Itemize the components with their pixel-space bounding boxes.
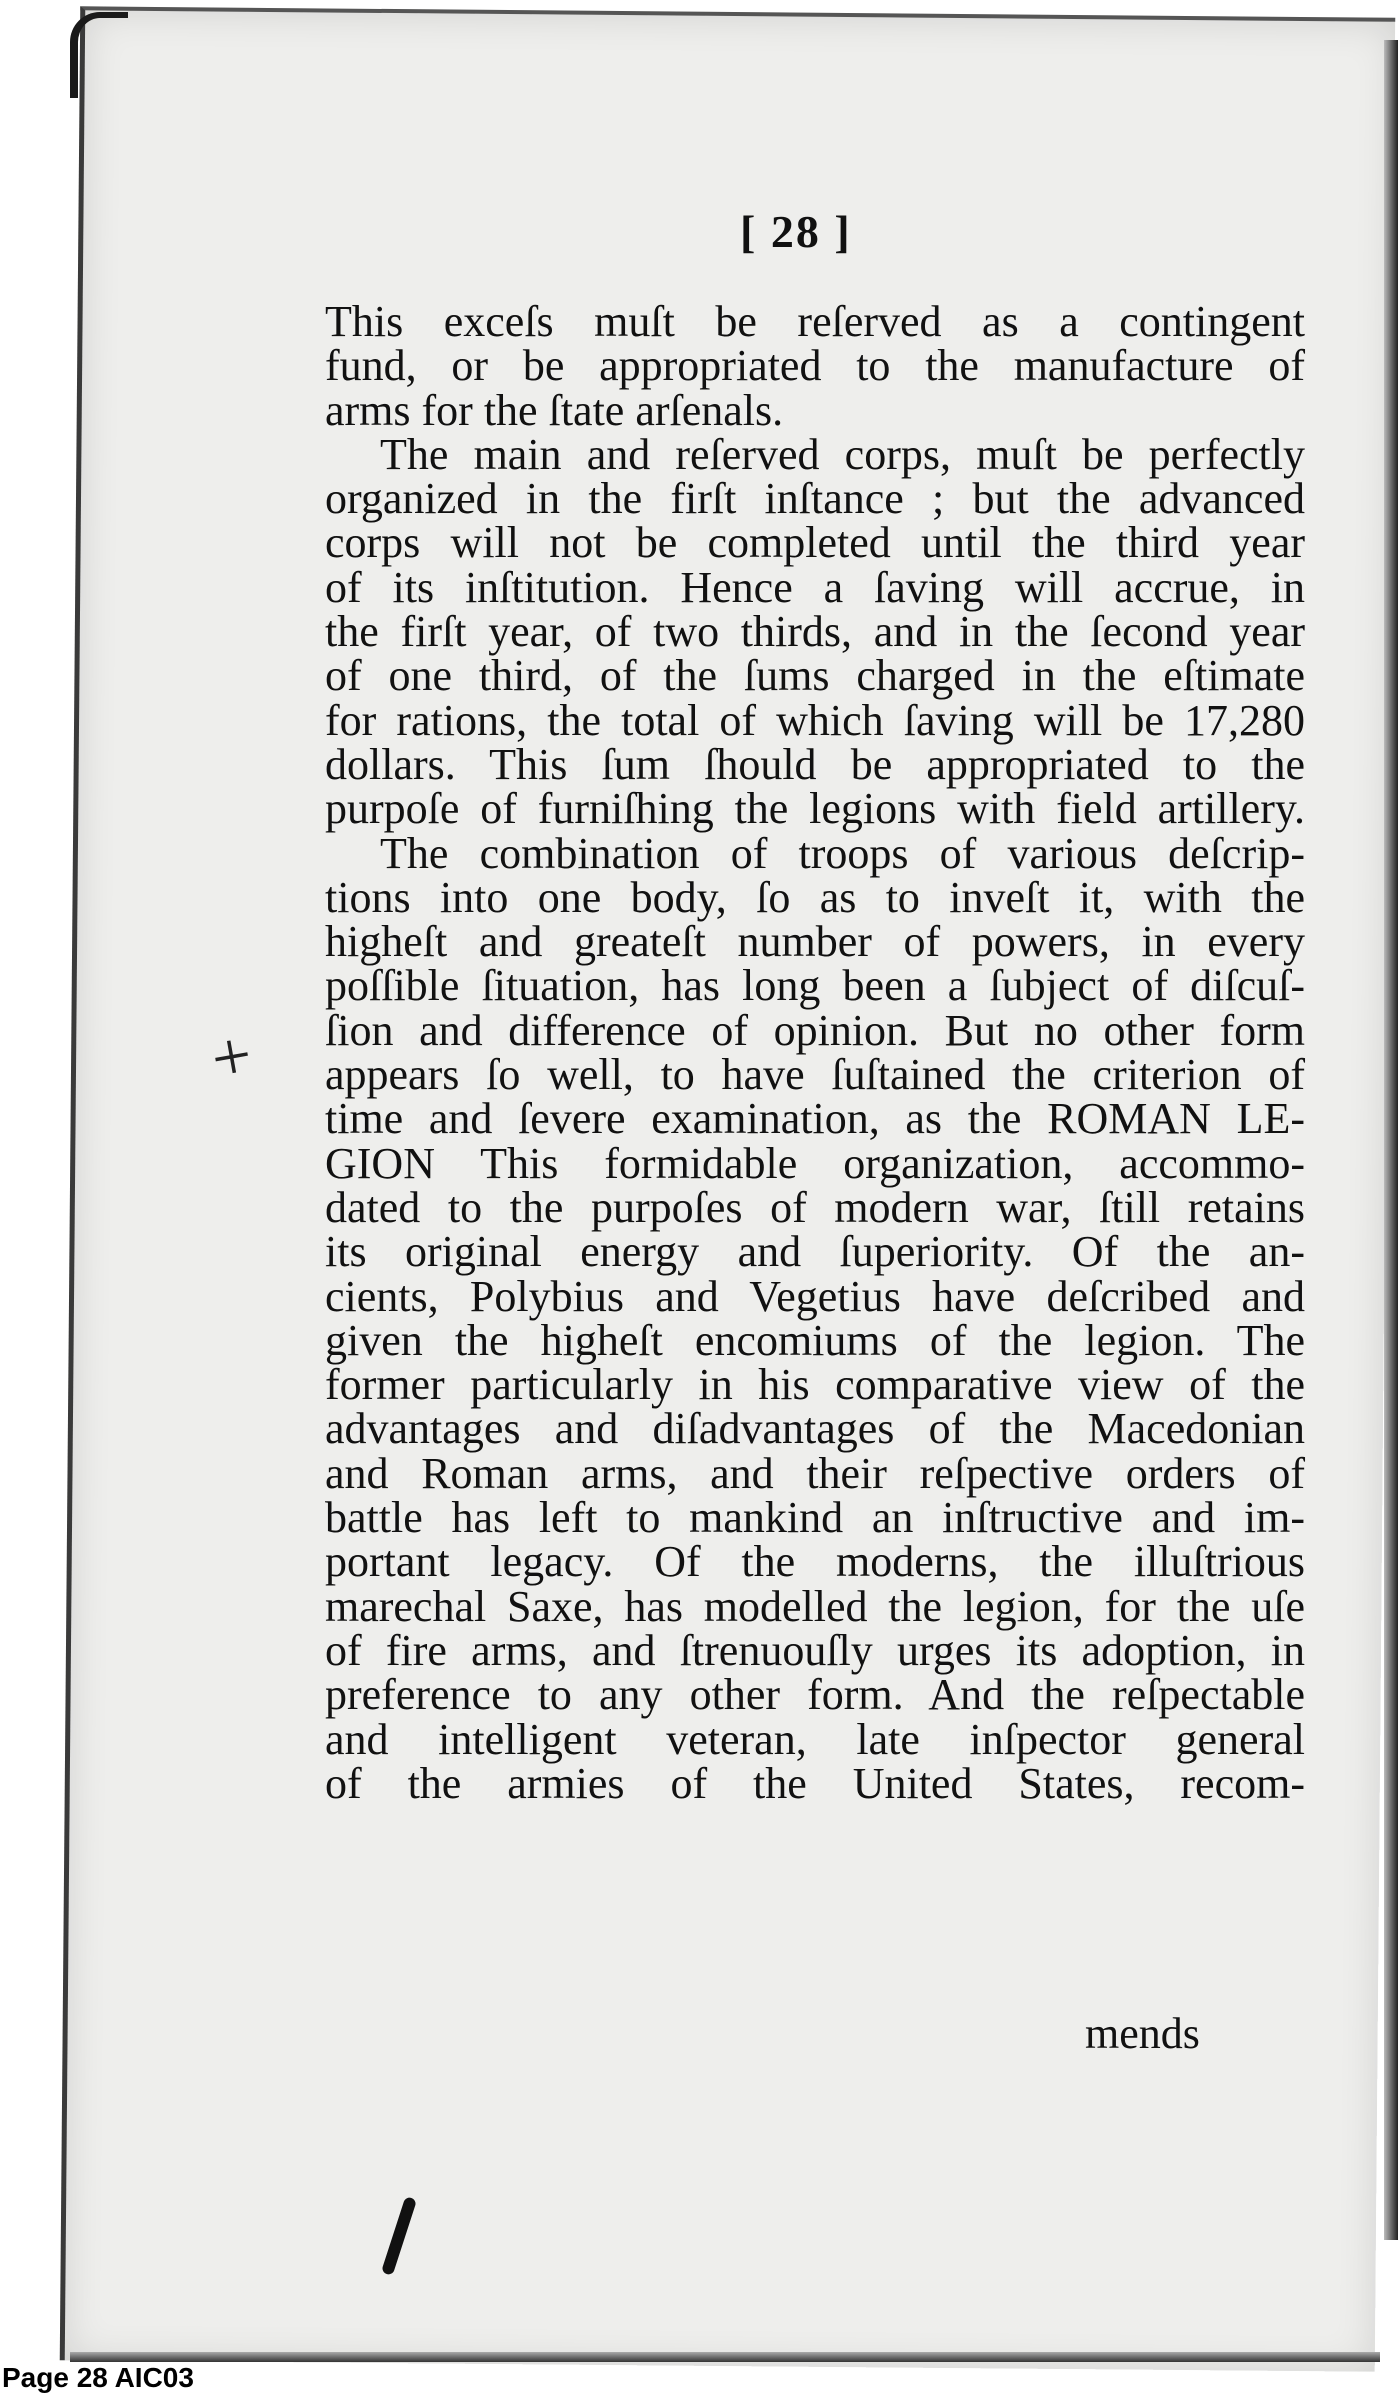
body-text: [325, 297, 1305, 1808]
page-number: [ 28 ]: [740, 206, 852, 257]
text-line: of the armies of the United States, recom-: [325, 1758, 1305, 1808]
text-line: the firſt year, of two thirds, and in the ſecond year: [325, 607, 1305, 657]
text-line: and Roman arms, and their reſpective orders of: [325, 1448, 1305, 1498]
text-line: and intelligent veteran, late inſpector general: [325, 1714, 1305, 1764]
text-line: tions into one body, ſo as to inveſt it, with the: [325, 872, 1305, 922]
text-line: This exceſs muſt be reſerved as a contingent: [325, 297, 1305, 346]
text-line: arms for the ſtate arſenals.: [325, 385, 784, 435]
page-curl-edge: [70, 12, 128, 98]
text-line: fund, or be appropriated to the manufacture of: [325, 341, 1305, 391]
margin-pencil-mark: +: [205, 1016, 258, 1099]
text-line: given the higheſt encomiums of the legion. The: [325, 1315, 1305, 1365]
catchword: mends: [1085, 2009, 1200, 2058]
page-bottom-edge: [70, 2352, 1380, 2362]
text-line: purpoſe of furniſhing the legions with field artillery.: [325, 784, 1305, 834]
text-line: former particularly in his comparative view of the: [325, 1360, 1305, 1410]
text-line: The combination of troops of various deſcrip-: [380, 828, 1305, 878]
text-line: corps will not be completed until the third year: [325, 518, 1305, 568]
text-line: GION This formidable organization, accommo-: [325, 1138, 1305, 1188]
text-line: for rations, the total of which ſaving will be 17,280: [325, 695, 1305, 745]
page-right-edge: [1384, 40, 1398, 2240]
text-line: cients, Polybius and Vegetius have deſcribed and: [325, 1271, 1305, 1321]
text-line: appears ſo well, to have ſuſtained the criterion of: [325, 1050, 1305, 1100]
footer-label: Page 28 AIC03: [2, 2362, 194, 2393]
text-line: of fire arms, and ſtrenuouſly urges its adoption, in: [325, 1625, 1305, 1675]
text-line: preference to any other form. And the reſpectable: [325, 1670, 1305, 1720]
text-line: ſion and difference of opinion. But no other form: [325, 1005, 1305, 1055]
text-line: organized in the firſt inſtance ; but the advanced: [325, 474, 1305, 524]
text-line: dollars. This ſum ſhould be appropriated to the: [325, 739, 1305, 789]
text-line: of its inſtitution. Hence a ſaving will accrue, in: [325, 562, 1305, 612]
text-line: higheſt and greateſt number of powers, in every: [325, 917, 1305, 967]
text-line: marechal Saxe, has modelled the legion, for the uſe: [325, 1581, 1305, 1631]
text-line: dated to the purpoſes of modern war, ſtill retains: [325, 1182, 1305, 1232]
text-line: time and ſevere examination, as the ROMAN LE-: [325, 1094, 1305, 1144]
text-line: of one third, of the ſums charged in the eſtimate: [325, 651, 1305, 701]
text-line: portant legacy. Of the moderns, the illuſtrious: [325, 1537, 1305, 1587]
text-line: poſſible ſituation, has long been a ſubject of diſcuſ-: [325, 961, 1305, 1011]
text-line: advantages and diſadvantages of the Macedonian: [325, 1404, 1305, 1454]
text-line: The main and reſerved corps, muſt be perfectly: [380, 429, 1305, 479]
text-line: its original energy and ſuperiority. Of the an-: [325, 1227, 1305, 1277]
text-line: battle has left to mankind an inſtructive and im-: [325, 1493, 1305, 1543]
